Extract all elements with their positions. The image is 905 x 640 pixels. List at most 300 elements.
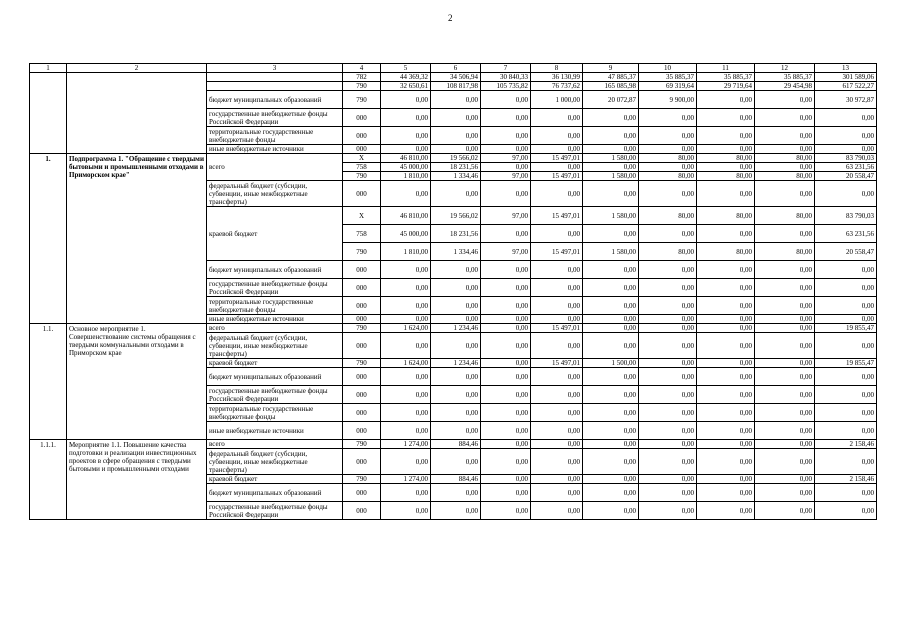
year-value: 18 231,56 — [431, 163, 481, 172]
year-value: 0,00 — [481, 502, 531, 520]
funding-source: территориальные государственные внебюджетные фонды — [207, 127, 343, 145]
year-value: 35 885,37 — [639, 73, 697, 82]
year-value: 0,00 — [755, 422, 815, 440]
year-value: 0,00 — [755, 145, 815, 154]
year-value: 0,00 — [381, 297, 431, 315]
year-value: 0,00 — [583, 181, 639, 207]
budget-code: X — [343, 207, 381, 225]
year-value: 1 274,00 — [381, 475, 431, 484]
year-value: 0,00 — [583, 261, 639, 279]
year-value: 0,00 — [531, 333, 583, 359]
year-value: 29 719,64 — [697, 82, 755, 91]
year-value: 0,00 — [531, 449, 583, 475]
year-value: 0,00 — [381, 91, 431, 109]
year-value: 76 737,62 — [531, 82, 583, 91]
year-value: 0,00 — [531, 422, 583, 440]
year-value: 44 369,32 — [381, 73, 431, 82]
budget-code: 790 — [343, 475, 381, 484]
row-index: 1. — [30, 154, 67, 324]
funding-source — [207, 82, 343, 91]
year-value: 0,00 — [639, 484, 697, 502]
year-value: 0,00 — [583, 386, 639, 404]
year-value: 0,00 — [755, 315, 815, 324]
funding-source: краевой бюджет — [207, 359, 343, 368]
year-value: 0,00 — [531, 440, 583, 449]
year-value: 0,00 — [639, 440, 697, 449]
funding-source: иные внебюджетные источники — [207, 422, 343, 440]
table-row — [30, 440, 877, 449]
total-value: 2 158,46 — [815, 440, 877, 449]
year-value: 0,00 — [481, 225, 531, 243]
column-header: 1 — [30, 64, 67, 73]
budget-code: 000 — [343, 368, 381, 386]
column-header: 2 — [67, 64, 207, 73]
budget-code: 790 — [343, 82, 381, 91]
year-value: 0,00 — [697, 91, 755, 109]
year-value: 80,00 — [697, 172, 755, 181]
table-row — [30, 73, 877, 82]
year-value: 0,00 — [697, 261, 755, 279]
column-header: 8 — [531, 64, 583, 73]
budget-code: 790 — [343, 172, 381, 181]
total-value: 0,00 — [815, 315, 877, 324]
year-value: 0,00 — [639, 333, 697, 359]
year-value: 0,00 — [697, 475, 755, 484]
year-value: 0,00 — [639, 359, 697, 368]
program-name — [67, 73, 207, 154]
year-value: 0,00 — [755, 449, 815, 475]
table-row — [30, 154, 877, 163]
year-value: 0,00 — [697, 484, 755, 502]
table-header-row — [30, 64, 877, 73]
year-value: 0,00 — [697, 386, 755, 404]
total-value: 0,00 — [815, 502, 877, 520]
year-value: 0,00 — [583, 484, 639, 502]
year-value: 47 885,37 — [583, 73, 639, 82]
year-value: 0,00 — [431, 91, 481, 109]
total-value: 0,00 — [815, 484, 877, 502]
year-value: 0,00 — [481, 279, 531, 297]
year-value: 0,00 — [755, 333, 815, 359]
year-value: 30 840,33 — [481, 73, 531, 82]
budget-code: 000 — [343, 181, 381, 207]
year-value: 0,00 — [431, 145, 481, 154]
year-value: 0,00 — [531, 163, 583, 172]
year-value: 0,00 — [583, 225, 639, 243]
year-value: 0,00 — [531, 279, 583, 297]
year-value: 0,00 — [531, 297, 583, 315]
year-value: 29 454,98 — [755, 82, 815, 91]
year-value: 0,00 — [755, 386, 815, 404]
year-value: 0,00 — [381, 279, 431, 297]
year-value: 0,00 — [481, 181, 531, 207]
year-value: 0,00 — [481, 422, 531, 440]
funding-source: всего — [207, 154, 343, 181]
year-value: 0,00 — [431, 315, 481, 324]
year-value: 0,00 — [755, 91, 815, 109]
budget-code: 790 — [343, 359, 381, 368]
total-value: 0,00 — [815, 333, 877, 359]
total-value: 0,00 — [815, 181, 877, 207]
year-value: 1 624,00 — [381, 324, 431, 333]
funding-source: федеральный бюджет (субсидии, субвенции, иные межбюджетные трансферты) — [207, 181, 343, 207]
year-value: 0,00 — [431, 261, 481, 279]
total-value: 19 855,47 — [815, 359, 877, 368]
year-value: 0,00 — [583, 449, 639, 475]
year-value: 1 580,00 — [583, 172, 639, 181]
budget-code: 758 — [343, 163, 381, 172]
year-value: 0,00 — [639, 181, 697, 207]
funding-source: государственные внебюджетные фонды Российской Федерации — [207, 109, 343, 127]
year-value: 0,00 — [583, 297, 639, 315]
funding-source: федеральный бюджет (субсидии, субвенции, иные межбюджетные трансферты) — [207, 333, 343, 359]
year-value: 80,00 — [697, 207, 755, 225]
total-value: 0,00 — [815, 127, 877, 145]
year-value: 0,00 — [531, 368, 583, 386]
year-value: 0,00 — [531, 404, 583, 422]
year-value: 0,00 — [697, 359, 755, 368]
year-value: 0,00 — [755, 109, 815, 127]
budget-code: 782 — [343, 73, 381, 82]
total-value: 0,00 — [815, 279, 877, 297]
funding-source: иные внебюджетные источники — [207, 145, 343, 154]
year-value: 0,00 — [639, 109, 697, 127]
year-value: 0,00 — [639, 449, 697, 475]
year-value: 0,00 — [531, 261, 583, 279]
year-value: 0,00 — [583, 440, 639, 449]
year-value: 0,00 — [583, 279, 639, 297]
column-header: 7 — [481, 64, 531, 73]
year-value: 0,00 — [697, 181, 755, 207]
year-value: 1 580,00 — [583, 243, 639, 261]
year-value: 97,00 — [481, 207, 531, 225]
year-value: 0,00 — [531, 475, 583, 484]
year-value: 0,00 — [755, 359, 815, 368]
year-value: 69 319,64 — [639, 82, 697, 91]
year-value: 0,00 — [639, 404, 697, 422]
year-value: 0,00 — [697, 145, 755, 154]
total-value: 0,00 — [815, 386, 877, 404]
year-value: 0,00 — [381, 449, 431, 475]
year-value: 1 500,00 — [583, 359, 639, 368]
year-value: 20 072,87 — [583, 91, 639, 109]
total-value: 20 558,47 — [815, 172, 877, 181]
year-value: 0,00 — [431, 181, 481, 207]
year-value: 97,00 — [481, 172, 531, 181]
year-value: 35 885,37 — [697, 73, 755, 82]
year-value: 0,00 — [583, 422, 639, 440]
year-value: 1 234,46 — [431, 359, 481, 368]
year-value: 0,00 — [481, 475, 531, 484]
funding-source: территориальные государственные внебюджетные фонды — [207, 297, 343, 315]
year-value: 0,00 — [481, 315, 531, 324]
year-value: 15 497,01 — [531, 154, 583, 163]
total-value: 2 158,46 — [815, 475, 877, 484]
year-value: 105 735,82 — [481, 82, 531, 91]
year-value: 80,00 — [755, 207, 815, 225]
year-value: 0,00 — [481, 484, 531, 502]
year-value: 0,00 — [531, 145, 583, 154]
year-value: 80,00 — [639, 243, 697, 261]
row-index: 1.1.1. — [30, 440, 67, 520]
column-header: 11 — [697, 64, 755, 73]
budget-code: 790 — [343, 440, 381, 449]
total-value: 301 589,06 — [815, 73, 877, 82]
year-value: 80,00 — [697, 154, 755, 163]
year-value: 0,00 — [531, 181, 583, 207]
year-value: 0,00 — [755, 324, 815, 333]
year-value: 0,00 — [639, 261, 697, 279]
year-value: 0,00 — [481, 368, 531, 386]
funding-source: бюджет муниципальных образований — [207, 484, 343, 502]
year-value: 0,00 — [755, 225, 815, 243]
year-value: 0,00 — [755, 484, 815, 502]
column-header: 6 — [431, 64, 481, 73]
year-value: 15 497,01 — [531, 207, 583, 225]
year-value: 0,00 — [531, 502, 583, 520]
program-name: Основное мероприятие 1. Совершенствование системы обращения с твердыми коммунальными отходами в Приморском крае — [67, 324, 207, 440]
year-value: 0,00 — [755, 475, 815, 484]
year-value: 0,00 — [639, 324, 697, 333]
budget-code: 000 — [343, 502, 381, 520]
year-value: 0,00 — [639, 422, 697, 440]
budget-code: 000 — [343, 422, 381, 440]
row-index: 1.1. — [30, 324, 67, 440]
budget-code: 758 — [343, 225, 381, 243]
year-value: 0,00 — [755, 368, 815, 386]
year-value: 0,00 — [531, 315, 583, 324]
column-header: 12 — [755, 64, 815, 73]
funding-source: всего — [207, 440, 343, 449]
year-value: 1 624,00 — [381, 359, 431, 368]
year-value: 80,00 — [697, 243, 755, 261]
year-value: 0,00 — [531, 484, 583, 502]
funding-source: иные внебюджетные источники — [207, 315, 343, 324]
column-header: 10 — [639, 64, 697, 73]
funding-source: всего — [207, 324, 343, 333]
funding-source: краевой бюджет — [207, 475, 343, 484]
year-value: 0,00 — [583, 109, 639, 127]
budget-code: 000 — [343, 109, 381, 127]
year-value: 0,00 — [481, 386, 531, 404]
year-value: 0,00 — [381, 181, 431, 207]
year-value: 19 566,02 — [431, 207, 481, 225]
total-value: 83 790,03 — [815, 207, 877, 225]
year-value: 0,00 — [583, 163, 639, 172]
year-value: 0,00 — [639, 279, 697, 297]
year-value: 0,00 — [697, 333, 755, 359]
budget-code: 000 — [343, 404, 381, 422]
year-value: 0,00 — [431, 127, 481, 145]
program-name: Мероприятие 1.1. Повышение качества подготовки и реализации инвестиционных проектов в сфере обращения с твердыми бытовыми и промышленными отходами — [67, 440, 207, 520]
year-value: 0,00 — [431, 484, 481, 502]
year-value: 0,00 — [381, 502, 431, 520]
year-value: 0,00 — [381, 422, 431, 440]
year-value: 0,00 — [381, 404, 431, 422]
year-value: 0,00 — [583, 368, 639, 386]
year-value: 0,00 — [431, 279, 481, 297]
funding-source — [207, 73, 343, 82]
budget-code: 000 — [343, 261, 381, 279]
budget-code: X — [343, 154, 381, 163]
budget-code: 000 — [343, 333, 381, 359]
year-value: 19 566,02 — [431, 154, 481, 163]
funding-source: краевой бюджет — [207, 207, 343, 261]
funding-source: бюджет муниципальных образований — [207, 91, 343, 109]
column-header: 13 — [815, 64, 877, 73]
year-value: 0,00 — [381, 145, 431, 154]
year-value: 15 497,01 — [531, 324, 583, 333]
year-value: 0,00 — [639, 297, 697, 315]
year-value: 0,00 — [381, 484, 431, 502]
year-value: 0,00 — [431, 297, 481, 315]
funding-source: бюджет муниципальных образований — [207, 368, 343, 386]
funding-source: государственные внебюджетные фонды Российской Федерации — [207, 279, 343, 297]
year-value: 0,00 — [755, 261, 815, 279]
column-header: 5 — [381, 64, 431, 73]
year-value: 0,00 — [583, 404, 639, 422]
year-value: 165 085,98 — [583, 82, 639, 91]
year-value: 0,00 — [431, 502, 481, 520]
budget-code: 000 — [343, 484, 381, 502]
column-header: 3 — [207, 64, 343, 73]
year-value: 0,00 — [697, 315, 755, 324]
total-value: 0,00 — [815, 109, 877, 127]
year-value: 0,00 — [755, 127, 815, 145]
total-value: 20 558,47 — [815, 243, 877, 261]
year-value: 0,00 — [481, 109, 531, 127]
year-value: 1 274,00 — [381, 440, 431, 449]
funding-source: бюджет муниципальных образований — [207, 261, 343, 279]
year-value: 0,00 — [381, 127, 431, 145]
year-value: 0,00 — [481, 333, 531, 359]
year-value: 0,00 — [431, 422, 481, 440]
year-value: 884,46 — [431, 440, 481, 449]
total-value: 0,00 — [815, 449, 877, 475]
year-value: 0,00 — [697, 127, 755, 145]
year-value: 34 506,94 — [431, 73, 481, 82]
year-value: 45 000,00 — [381, 163, 431, 172]
year-value: 884,46 — [431, 475, 481, 484]
year-value: 0,00 — [755, 502, 815, 520]
year-value: 0,00 — [381, 315, 431, 324]
year-value: 0,00 — [431, 404, 481, 422]
year-value: 0,00 — [639, 315, 697, 324]
year-value: 0,00 — [639, 386, 697, 404]
year-value: 0,00 — [583, 475, 639, 484]
year-value: 0,00 — [531, 225, 583, 243]
year-value: 0,00 — [697, 502, 755, 520]
year-value: 0,00 — [531, 386, 583, 404]
year-value: 0,00 — [481, 127, 531, 145]
year-value: 0,00 — [431, 386, 481, 404]
total-value: 0,00 — [815, 145, 877, 154]
year-value: 1 810,00 — [381, 172, 431, 181]
year-value: 0,00 — [697, 368, 755, 386]
year-value: 80,00 — [639, 172, 697, 181]
year-value: 0,00 — [755, 279, 815, 297]
year-value: 0,00 — [639, 475, 697, 484]
year-value: 0,00 — [697, 449, 755, 475]
year-value: 0,00 — [583, 333, 639, 359]
year-value: 0,00 — [481, 359, 531, 368]
year-value: 0,00 — [481, 163, 531, 172]
year-value: 0,00 — [697, 324, 755, 333]
year-value: 0,00 — [583, 315, 639, 324]
year-value: 80,00 — [755, 154, 815, 163]
total-value: 0,00 — [815, 297, 877, 315]
total-value: 0,00 — [815, 422, 877, 440]
program-name: Подпрограмма 1. "Обращение с твердыми бытовыми и промышленными отходами в Приморском крае" — [67, 154, 207, 324]
year-value: 0,00 — [639, 502, 697, 520]
column-header: 9 — [583, 64, 639, 73]
year-value: 0,00 — [431, 449, 481, 475]
year-value: 18 231,56 — [431, 225, 481, 243]
year-value: 0,00 — [481, 91, 531, 109]
year-value: 15 497,01 — [531, 243, 583, 261]
year-value: 1 580,00 — [583, 207, 639, 225]
year-value: 0,00 — [481, 404, 531, 422]
year-value: 0,00 — [531, 109, 583, 127]
year-value: 0,00 — [583, 502, 639, 520]
year-value: 1 334,46 — [431, 172, 481, 181]
budget-code: 000 — [343, 145, 381, 154]
budget-code: 000 — [343, 127, 381, 145]
year-value: 97,00 — [481, 154, 531, 163]
year-value: 0,00 — [381, 261, 431, 279]
year-value: 0,00 — [481, 440, 531, 449]
total-value: 83 790,03 — [815, 154, 877, 163]
year-value: 0,00 — [755, 440, 815, 449]
year-value: 0,00 — [697, 163, 755, 172]
year-value: 0,00 — [639, 368, 697, 386]
year-value: 15 497,01 — [531, 172, 583, 181]
year-value: 0,00 — [639, 163, 697, 172]
table-row — [30, 324, 877, 333]
year-value: 0,00 — [755, 297, 815, 315]
year-value: 0,00 — [481, 145, 531, 154]
funding-source: государственные внебюджетные фонды Российской Федерации — [207, 386, 343, 404]
year-value: 45 000,00 — [381, 225, 431, 243]
budget-code: 790 — [343, 243, 381, 261]
year-value: 1 234,46 — [431, 324, 481, 333]
year-value: 0,00 — [755, 163, 815, 172]
row-index — [30, 73, 67, 154]
budget-code: 000 — [343, 315, 381, 324]
year-value: 15 497,01 — [531, 359, 583, 368]
total-value: 63 231,56 — [815, 225, 877, 243]
year-value: 0,00 — [381, 109, 431, 127]
year-value: 80,00 — [639, 207, 697, 225]
budget-table — [29, 63, 877, 520]
page-number: 2 — [448, 13, 453, 23]
year-value: 0,00 — [481, 324, 531, 333]
column-header: 4 — [343, 64, 381, 73]
year-value: 0,00 — [381, 368, 431, 386]
year-value: 0,00 — [431, 368, 481, 386]
year-value: 9 900,00 — [639, 91, 697, 109]
budget-code: 000 — [343, 279, 381, 297]
year-value: 1 334,46 — [431, 243, 481, 261]
year-value: 46 810,00 — [381, 207, 431, 225]
year-value: 36 130,99 — [531, 73, 583, 82]
year-value: 0,00 — [481, 449, 531, 475]
year-value: 0,00 — [381, 386, 431, 404]
year-value: 0,00 — [755, 181, 815, 207]
year-value: 0,00 — [639, 127, 697, 145]
year-value: 0,00 — [639, 145, 697, 154]
year-value: 0,00 — [431, 109, 481, 127]
